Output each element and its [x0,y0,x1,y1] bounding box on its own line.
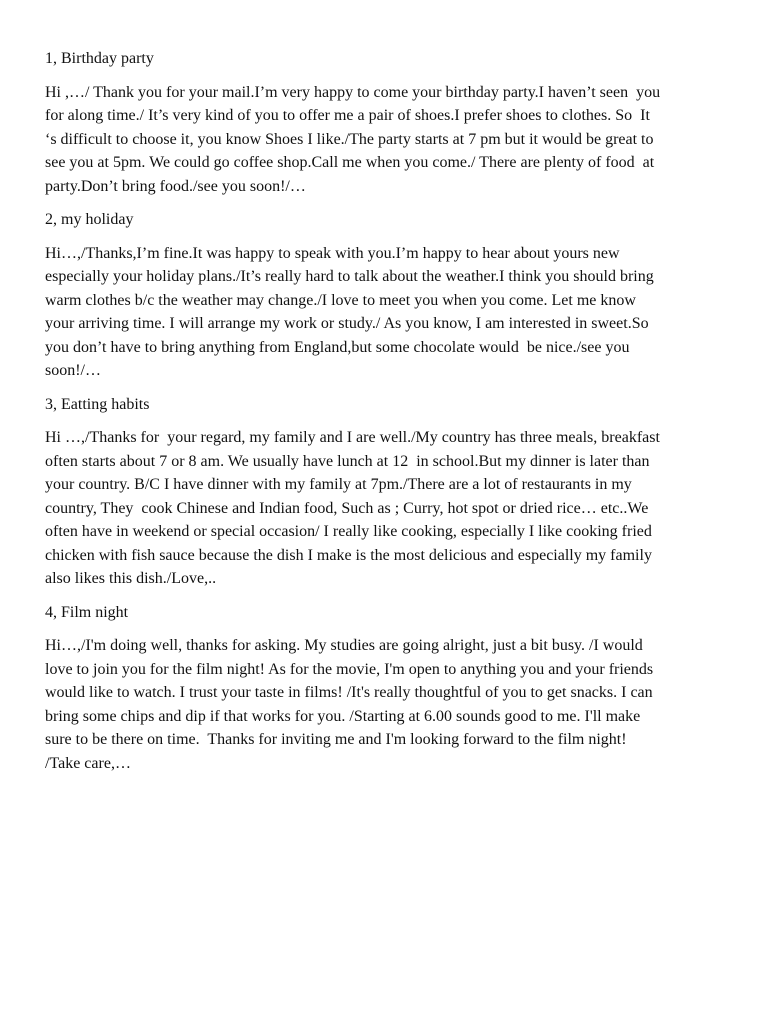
paragraph-line: sure to be there on time. Thanks for inviting me and I'm looking forward to the film night! [45,731,627,748]
paragraph-line: country, They cook Chinese and Indian food, Such as ; Curry, hot spot or dried rice… etc..We [45,499,649,517]
paragraph-line: especially your holiday plans./It’s really hard to talk about the weather.I think you should bring [45,268,654,285]
section-title: 1, Birthday party [45,50,154,67]
section-birthday-party [45,47,725,198]
section-eatting-habits [45,393,725,591]
section-title: 3, Eatting habits [45,395,150,413]
section-paragraph [45,634,725,775]
document-page [45,47,725,785]
section-film-night [45,601,725,776]
paragraph-line: Hi …,/Thanks for your regard, my family and I are well./My country has three meals, breakfast [45,429,660,446]
paragraph-line: bring some chips and dip if that works for you. /Starting at 6.00 sounds good to me. I'll make [45,707,641,725]
paragraph-line: would like to watch. I trust your taste in films! /It's really thoughtful of you to get snacks. I can [45,684,653,701]
section-paragraph [45,426,725,591]
paragraph-line: ‘s difficult to choose it, you know Shoes I like./The party starts at 7 pm but it would be great to [45,130,654,148]
paragraph-line: your country. B/C I have dinner with my family at 7pm./There are a lot of restaurants in my [45,476,632,493]
paragraph-line: /Take care,… [45,754,131,772]
section-paragraph [45,81,725,199]
paragraph-line: for along time./ It’s very kind of you to offer me a pair of shoes.I prefer shoes to clothes. So It [45,107,650,124]
paragraph-line: party.Don’t bring food./see you soon!/… [45,177,306,195]
paragraph-line: often have in weekend or special occasion/ I really like cooking, especially I like cooking fried [45,523,652,540]
section-title: 2, my holiday [45,211,134,228]
paragraph-line: Hi ,…/ Thank you for your mail.I’m very happy to come your birthday party.I haven’t seen you [45,83,661,101]
paragraph-line: also likes this dish./Love,.. [45,570,217,587]
section-my-holiday [45,208,725,383]
paragraph-line: often starts about 7 or 8 am. We usually have lunch at 12 in school.But my dinner is later than [45,452,650,470]
paragraph-line: love to join you for the film night! As for the movie, I'm open to anything you and your friends [45,660,654,678]
paragraph-line: chicken with fish sauce because the dish I make is the most delicious and especially my family [45,546,652,564]
paragraph-line: see you at 5pm. We could go coffee shop.Call me when you come./ There are plenty of food at [45,154,655,171]
paragraph-line: your arriving time. I will arrange my work or study./ As you know, I am interested in sweet.So [45,315,649,332]
paragraph-line: Hi…,/Thanks,I’m fine.It was happy to speak with you.I’m happy to hear about yours new [45,244,620,262]
paragraph-line: soon!/… [45,362,101,379]
paragraph-line: you don’t have to bring anything from England,but some chocolate would be nice./see you [45,338,630,356]
paragraph-line: Hi…,/I'm doing well, thanks for asking. My studies are going alright, just a bit busy. /I would [45,637,643,654]
section-title: 4, Film night [45,603,129,621]
section-paragraph [45,242,725,383]
paragraph-line: warm clothes b/c the weather may change./I love to meet you when you come. Let me know [45,291,636,309]
